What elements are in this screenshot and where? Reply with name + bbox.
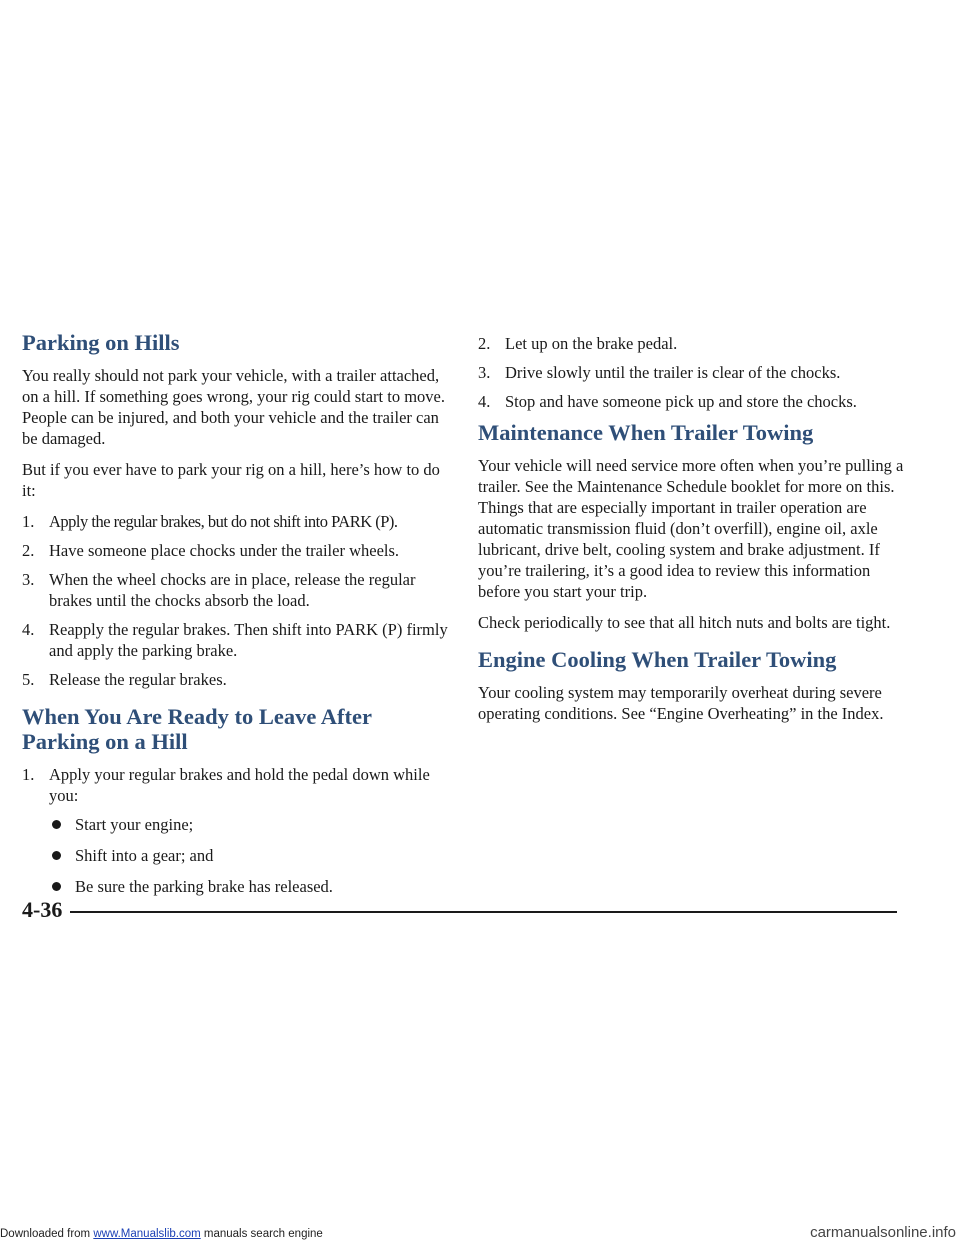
leave-step: 1. Apply your regular brakes and hold the pedal down while you: — [22, 765, 430, 805]
leave-step: 2. Let up on the brake pedal. — [478, 334, 678, 353]
bullet-item: Start your engine; — [22, 814, 450, 835]
page-number: 4-36 — [22, 897, 63, 922]
maintenance-heading: Maintenance When Trailer Towing — [478, 420, 814, 445]
bullet-icon — [52, 820, 61, 829]
bullet-icon — [52, 882, 61, 891]
download-notice: Downloaded from www.Manualslib.com manuals search engine — [0, 1228, 323, 1240]
parking-step: 1. Apply the regular brakes, but do not shift into PARK (P). — [22, 512, 398, 531]
bullet-item: Be sure the parking brake has released. — [22, 876, 450, 897]
leave-step: 4. Stop and have someone pick up and store the chocks. — [478, 392, 857, 411]
leave-steps-list — [22, 764, 450, 806]
right-column — [478, 333, 908, 734]
leave-steps-continued-list — [478, 333, 908, 412]
parking-steps-list — [22, 511, 450, 690]
manualslib-link[interactable]: www.Manualslib.com — [93, 1228, 201, 1240]
hitch-check-paragraph: Check periodically to see that all hitch nuts and bolts are tight. — [478, 613, 891, 632]
footer-rule — [70, 911, 897, 913]
bullet-item: Shift into a gear; and — [22, 845, 450, 866]
leave-step: 3. Drive slowly until the trailer is clear of the chocks. — [478, 363, 841, 382]
page-footer — [22, 897, 897, 937]
left-column — [22, 330, 450, 907]
watermark-bar — [0, 1224, 960, 1242]
parking-step: 4. Reapply the regular brakes. Then shift into PARK (P) firmly and apply the parking brake. — [22, 620, 448, 660]
parking-on-hills-heading: Parking on Hills — [22, 330, 180, 355]
parking-howto-paragraph: But if you ever have to park your rig on a hill, here’s how to do it: — [22, 460, 440, 500]
maintenance-paragraph: Your vehicle will need service more often when you’re pulling a trailer. See the Maintenance Schedule booklet for more on this. Things that are especially important in trailer operation are automatic transmission fluid (don’t overfill), engine oil, axle lubricant, drive belt, cooling system and brake adjustment. If you’re trailering, it’s a good idea to review this information before you start your trip. — [478, 456, 904, 601]
engine-cooling-paragraph: Your cooling system may temporarily overheat during severe operating conditions. See “Engine Overheating” in the Index. — [478, 683, 884, 723]
engine-cooling-heading: Engine Cooling When Trailer Towing — [478, 647, 837, 672]
leave-bullets-list — [22, 814, 450, 897]
parking-step: 5. Release the regular brakes. — [22, 670, 227, 689]
parking-step: 2. Have someone place chocks under the trailer wheels. — [22, 541, 400, 560]
parking-intro-paragraph: You really should not park your vehicle, with a trailer attached, on a hill. If something goes wrong, your rig could start to move. People can be injured, and both your vehicle and the trailer can be damaged. — [22, 366, 445, 448]
parking-step: 3. When the wheel chocks are in place, release the regular brakes until the chocks absorb the load. — [22, 570, 416, 610]
leave-after-parking-heading: When You Are Ready to Leave After Parking on a Hill — [22, 704, 372, 754]
bullet-icon — [52, 851, 61, 860]
site-watermark: carmanualsonline.info — [810, 1224, 956, 1241]
